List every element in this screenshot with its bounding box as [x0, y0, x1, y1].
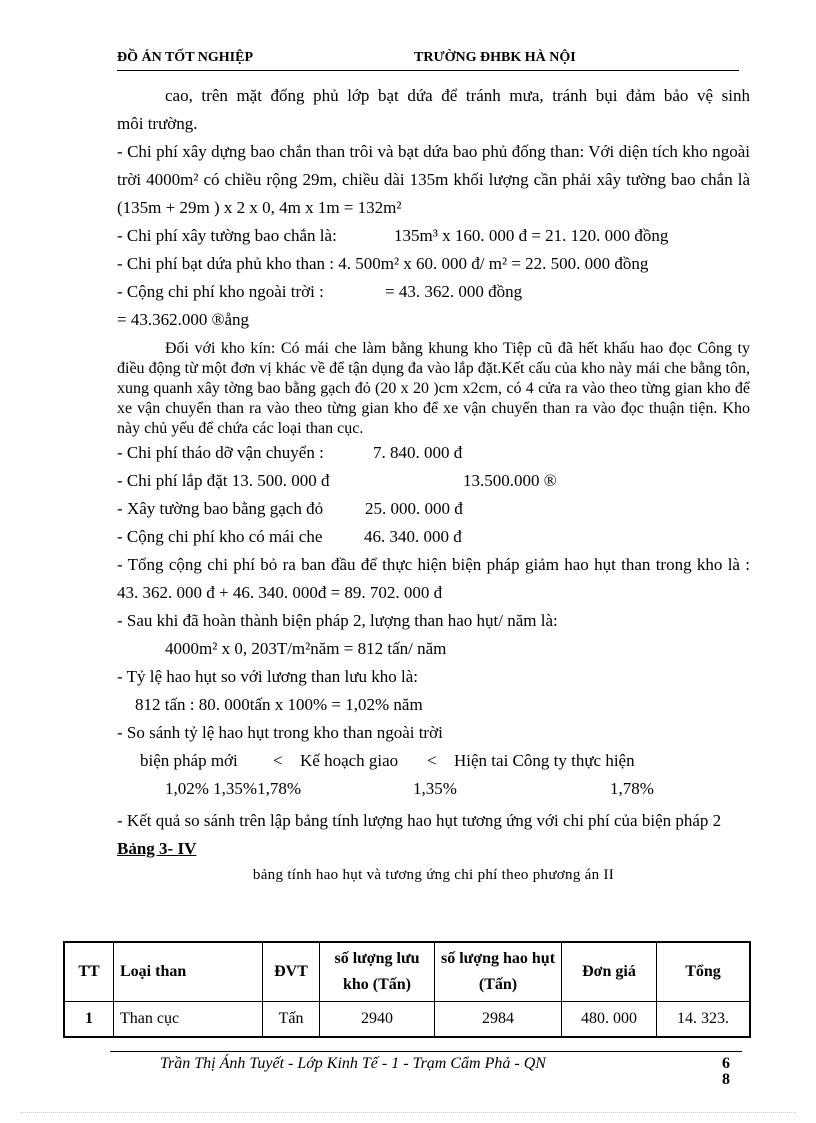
page-number-digit: 6 [722, 1055, 730, 1072]
document-body [117, 82, 750, 887]
compare-labels-row [117, 747, 750, 775]
table-header-cell: ĐVT [263, 942, 320, 1002]
table-header-cell: TT [64, 942, 114, 1002]
table-cell: Tấn [263, 1002, 320, 1038]
cost-roofed-total-row [117, 523, 750, 551]
table-label: Bảng 3- IV [117, 839, 197, 858]
loss-cost-table [63, 941, 751, 1038]
compare-less-than: < [273, 751, 283, 770]
table-header-cell: Tổng [657, 942, 751, 1002]
table-cell: 480. 000 [562, 1002, 657, 1038]
table-cell: 2984 [435, 1002, 562, 1038]
compare-value-plan: 1,35% [413, 779, 457, 798]
cost-brick-label: - Xây tường bao bằng gạch đỏ [117, 499, 324, 518]
cost-install-label: - Chi phí lắp đặt 13. 500. 000 đ [117, 471, 330, 490]
cost-install-row [117, 467, 750, 495]
table-header-cell: Loại than [114, 942, 263, 1002]
header-university: TRƯỜNG ĐHBK HÀ NỘI [414, 50, 576, 65]
cost-transport-label: - Chi phí tháo dỡ vận chuyển : [117, 443, 324, 462]
compare-current: Hiện tai Công ty thực hiện [454, 751, 635, 770]
cost-transport-row [117, 439, 750, 467]
cost-outdoor-label: - Cộng chi phí kho ngoài trời : [117, 282, 324, 301]
page-number [722, 1056, 730, 1088]
cost-brick-value: 25. 000. 000 đ [365, 499, 463, 518]
footer-author-line: Trần Thị Ánh Tuyết - Lớp Kinh Tế - 1 - Trạm Cẩm Phả - QN [160, 1055, 546, 1072]
footer-divider [110, 1051, 742, 1052]
compare-plan: Kế hoạch giao [300, 751, 399, 770]
cost-outdoor-value: = 43. 362. 000 đồng [385, 282, 523, 301]
cost-wall-value: 135m³ x 160. 000 đ = 21. 120. 000 đồng [394, 226, 669, 245]
compare-less-than: < [427, 751, 437, 770]
header-thesis-title: ĐỒ ÁN TỐT NGHIỆP [117, 50, 254, 65]
table-header-cell: Đơn giá [562, 942, 657, 1002]
cost-wall-label: - Chi phí xây tường bao chắn là: [117, 226, 337, 245]
paragraph-continuation: cao, trên mặt đống phủ lớp bạt dứa để tránh mưa, tránh bụi đảm bảo vệ sinh [165, 86, 750, 105]
loss-rate-calculation: 812 tấn : 80. 000tấn x 100% = 1,02% năm [135, 695, 423, 714]
table-cell: 2940 [320, 1002, 435, 1038]
page-bottom-border [20, 1112, 796, 1113]
paragraph-result: - Kết quả so sánh trên lập bảng tính lượng hao hụt tương ứng với chi phí của biện pháp 2 [117, 811, 722, 830]
compare-new-method: biện pháp mới [140, 751, 238, 770]
table-header-row [64, 942, 750, 1002]
paragraph-closed-warehouse: Đối với kho kín: Có mái che làm bằng khung kho Tiệp cũ đã hết khấu hao đọc Công ty điều động từ một đơn vị khác về để tận dụng đa vào lắp đặt.Kết cấu của kho này mái che bằng tôn, xung quanh xây tờng bao bằng gạch đỏ (20 x 20 )cm x2cm, có 4 cửa ra vào theo từng gian kho để xe vận chuyển than ra vào theo từng gian kho để xe vận chuyển than ra vào đọc thuận tiện. Kho này chủ yếu để chứa các loại than cục. [117, 340, 750, 437]
loss-calculation: 4000m² x 0, 203T/m²năm = 812 tấn/ năm [165, 639, 447, 658]
table-row [64, 1002, 750, 1038]
paragraph-loss-rate: - Tỷ lệ hao hụt so với lương than lưu kho là: [117, 667, 418, 686]
table-cell: Than cục [114, 1002, 263, 1038]
table-cell: 1 [64, 1002, 114, 1038]
compare-value-current: 1,78% [610, 779, 654, 798]
cost-tarp-row: - Chi phí bạt dứa phủ kho than : 4. 500m² x 60. 000 đ/ m² = 22. 500. 000 đồng [117, 254, 649, 273]
table-header-cell: số lượng hao hụt (Tấn) [435, 942, 562, 1002]
cost-outdoor-total-repeat: = 43.362.000 ®ång [117, 310, 250, 329]
table-caption: bảng tính hao hụt và tương ứng chi phí theo phương án II [252, 867, 615, 883]
compare-value-new: 1,02% 1,35%1,78% [165, 779, 301, 798]
paragraph-barrier-cost: - Chi phí xây dựng bao chắn than trôi và bạt dứa bao phủ đống than: Với diện tích kho ngoài trời 4000m² có chiều rộng 29m, chiều dài 135m khối lượng cần phải xây tường bao chắn là (135m + 29m ) x 2 x 0, 4m x 1m = 132m² [117, 142, 750, 217]
paragraph-continuation-end: môi trường. [117, 114, 198, 133]
cost-brick-row [117, 495, 750, 523]
cost-roofed-value: 46. 340. 000 đ [364, 527, 462, 546]
cost-wall-row [117, 222, 750, 250]
cost-outdoor-total-row [117, 278, 750, 306]
table-header-cell: số lượng lưu kho (Tấn) [320, 942, 435, 1002]
cost-transport-value: 7. 840. 000 đ [373, 443, 463, 462]
cost-roofed-label: - Cộng chi phí kho có mái che [117, 527, 323, 546]
paragraph-compare: - So sánh tỷ lệ hao hụt trong kho than ngoài trời [117, 723, 443, 742]
page-number-digit: 8 [722, 1071, 730, 1088]
compare-values-row [117, 775, 750, 803]
cost-install-value: 13.500.000 ® [463, 471, 557, 490]
paragraph-total-cost: - Tổng cộng chi phí bỏ ra ban đầu để thực hiện biện pháp giảm hao hụt than trong kho là : 43. 362. 000 đ + 46. 340. 000đ = 89. 702. 000 đ [117, 555, 750, 602]
paragraph-loss-after: - Sau khi đã hoàn thành biện pháp 2, lượng than hao hụt/ năm là: [117, 611, 558, 630]
table-cell: 14. 323. [657, 1002, 751, 1038]
page-header [117, 48, 739, 71]
